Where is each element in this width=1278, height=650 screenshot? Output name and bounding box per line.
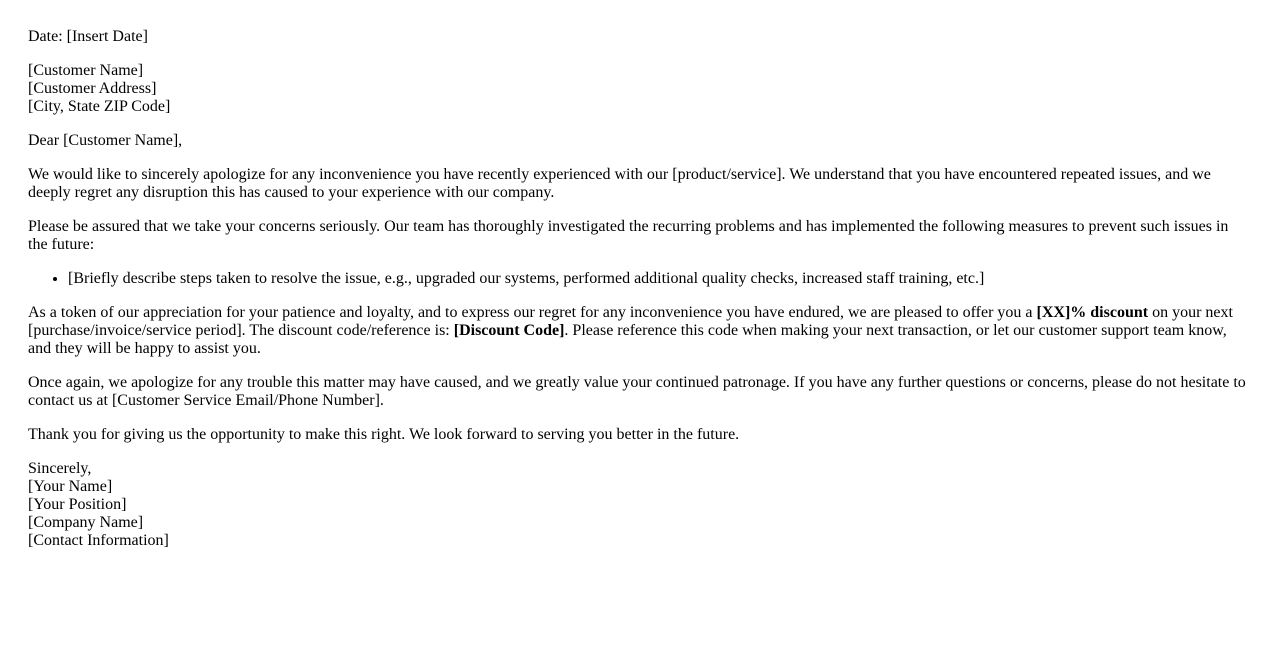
discount-text-part-2: on your next [purchase/invoice/service period]. The discount code/reference is: — [28, 304, 1233, 339]
discount-text-part-1: As a token of our appreciation for your patience and loyalty, and to express our regret for any inconvenience you have endured, we are pleased to offer you a — [28, 304, 1037, 321]
date-line: Date: [Insert Date] — [28, 28, 148, 45]
apology-paragraph: We would like to sincerely apologize for any inconvenience you have recently experienced with our [product/service]. We understand that you have encountered repeated issues, and we deeply regret any disruption this has caused to your experience with our company. — [28, 166, 1211, 201]
contact-paragraph: Once again, we apologize for any trouble this matter may have caused, and we greatly value your continued patronage. If you have any further questions or concerns, please do not hesitate to contact us at [Customer Service Email/Phone Number]. — [28, 374, 1246, 409]
recipient-block — [28, 62, 1250, 116]
sender-position: [Your Position] — [28, 496, 127, 513]
thank-you-paragraph: Thank you for giving us the opportunity to make this right. We look forward to serving you better in the future. — [28, 426, 740, 443]
measures-list — [28, 270, 1250, 288]
measure-item: • [Briefly describe steps taken to resolve the issue, e.g., upgraded our systems, performed additional quality checks, increased staff training, etc.] — [68, 270, 1250, 288]
recipient-address: [Customer Address] — [28, 80, 157, 97]
discount-paragraph — [28, 304, 1250, 358]
sender-contact: [Contact Information] — [28, 532, 169, 549]
signature-block — [28, 460, 1250, 550]
recipient-city-state-zip: [City, State ZIP Code] — [28, 98, 171, 115]
sender-name: [Your Name] — [28, 478, 113, 495]
sender-company: [Company Name] — [28, 514, 144, 531]
letter-document — [28, 28, 1250, 566]
recipient-name: [Customer Name] — [28, 62, 144, 79]
discount-text-part-3: . Please reference this code when making your next transaction, or let our customer support team know, and they will be happy to assist you. — [28, 322, 1227, 357]
discount-amount: [XX]% discount — [1036, 304, 1149, 321]
sign-off: Sincerely, — [28, 460, 92, 477]
discount-code: [Discount Code] — [453, 322, 565, 339]
assurance-paragraph: Please be assured that we take your concerns seriously. Our team has thoroughly investigated the recurring problems and has implemented the following measures to prevent such issues in the future: — [28, 218, 1229, 253]
salutation: Dear [Customer Name], — [28, 132, 183, 149]
